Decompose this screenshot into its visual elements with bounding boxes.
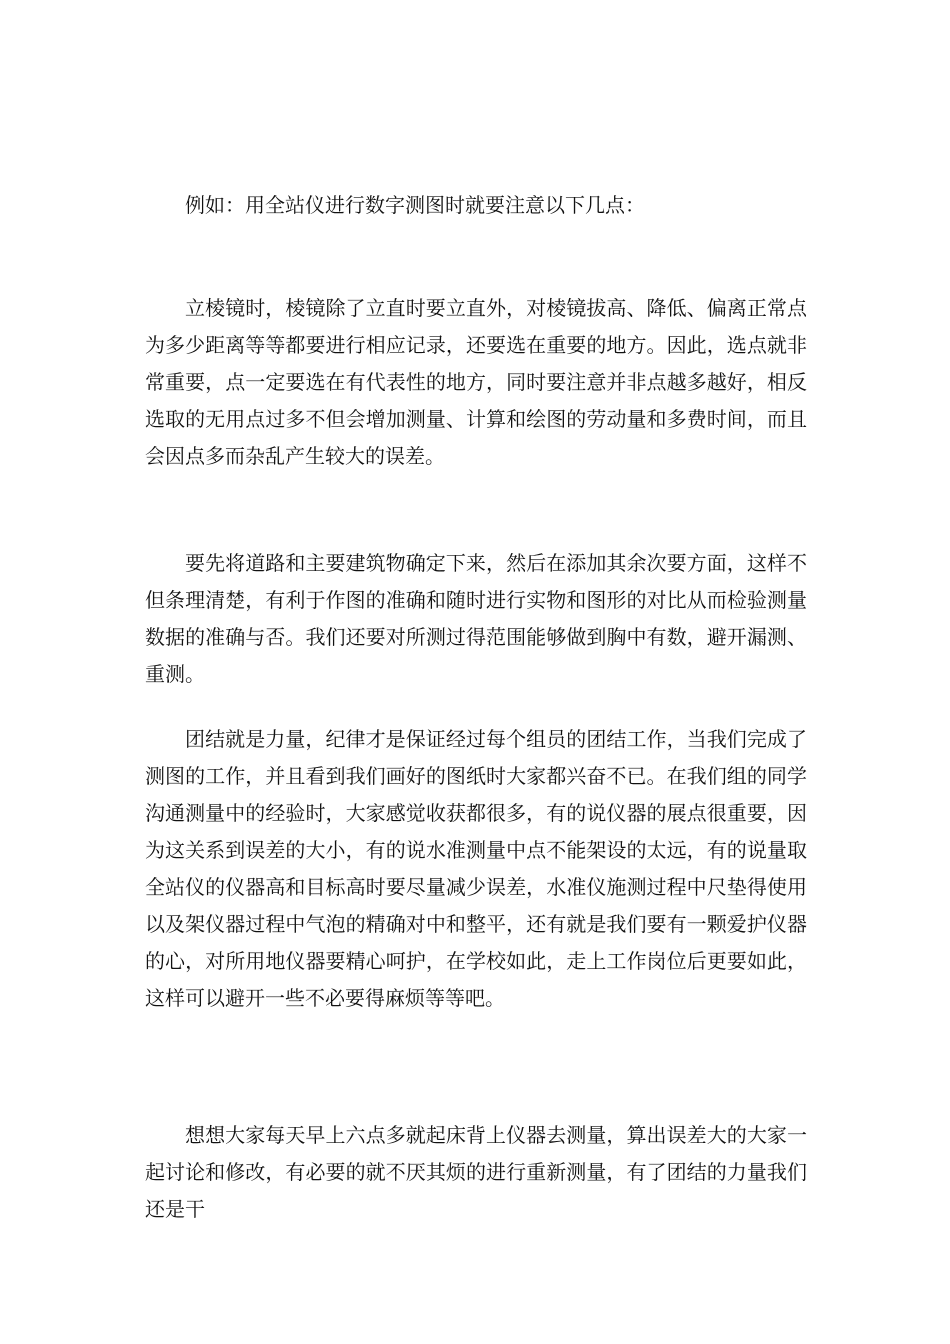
paragraph-roads-buildings: 要先将道路和主要建筑物确定下来，然后在添加其余次要方面，这样不但条理清楚，有利于作图的准确和随时进行实物和图形的对比从而检验测量数据的准确与否。我们还要对所测过得范围能够做到胸中有数，避开漏测、重测。: [145, 551, 807, 686]
paragraph-intro: 例如：用全站仪进行数字测图时就要注意以下几点：: [185, 193, 645, 217]
paragraph-daily-routine: 想想大家每天早上六点多就起床背上仪器去测量，算出误差大的大家一起讨论和修改，有必要的就不厌其烦的进行重新测量，有了团结的力量我们还是干: [145, 1123, 807, 1221]
paragraph-teamwork: 团结就是力量，纪律才是保证经过每个组员的团结工作，当我们完成了测图的工作，并且看到我们画好的图纸时大家都兴奋不已。在我们组的同学沟通测量中的经验时，大家感觉收获都很多，有的说仪器的展点很重要，因为这关系到误差的大小，有的说水准测量中点不能架设的太远，有的说量取全站仪的仪器高和目标高时要尽量减少误差，水准仪施测过程中尺垫得使用以及架仪器过程中气泡的精确对中和整平，还有就是我们要有一颗爱护仪器的心，对所用地仪器要精心呵护，在学校如此，走上工作岗位后更要如此，这样可以避开一些不必要得麻烦等等吧。: [145, 727, 807, 1010]
paragraph-prism-setup: 立棱镜时，棱镜除了立直时要立直外，对棱镜拔高、降低、偏离正常点为多少距离等等都要进行相应记录，还要选在重要的地方。因此，选点就非常重要，点一定要选在有代表性的地方，同时要注意并非点越多越好，相反选取的无用点过多不但会增加测量、计算和绘图的劳动量和多费时间，而且会因点多而杂乱产生较大的误差。: [145, 296, 807, 468]
